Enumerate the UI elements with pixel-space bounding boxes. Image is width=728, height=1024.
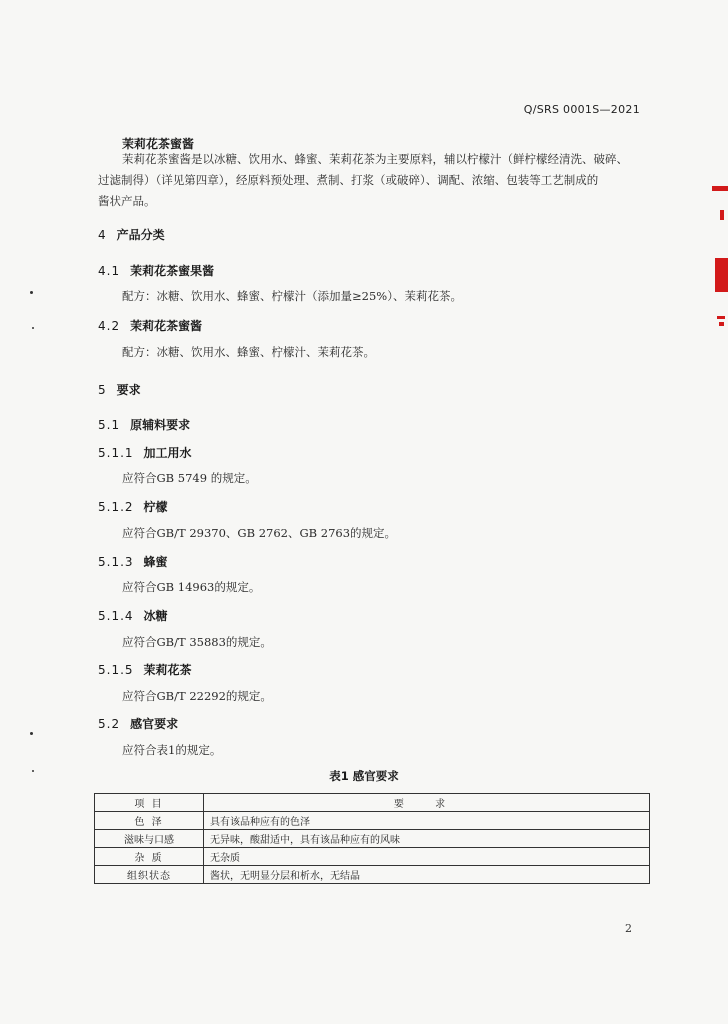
section-number: 4.1 (98, 264, 121, 278)
section-5-1-heading (98, 416, 190, 433)
scan-speck (32, 770, 34, 772)
section-title: 茉莉花茶蜜果酱 (130, 264, 215, 278)
section-5-1-3-heading (98, 553, 168, 570)
section-5-1-5-heading (98, 661, 192, 678)
scan-speck (32, 327, 34, 329)
definition-term: 茉莉花茶蜜酱 (122, 137, 195, 151)
section-title: 原辅料要求 (130, 418, 191, 432)
row-item: 杂 质 (95, 848, 204, 866)
scan-speck (30, 732, 33, 735)
seal-fragment (717, 316, 725, 319)
table-row (95, 866, 650, 884)
section-5-1-1-body: 应符合GB 5749 的规定。 (122, 471, 257, 485)
header-requirement: 要 求 (204, 794, 650, 812)
section-title: 冰糖 (143, 609, 168, 623)
section-title: 加工用水 (143, 446, 192, 460)
row-item: 滋味与口感 (95, 830, 204, 848)
section-5-1-4-body: 应符合GB/T 35883的规定。 (122, 635, 272, 649)
section-title: 茉莉花茶 (143, 663, 192, 677)
seal-fragment (719, 322, 724, 326)
seal-fragment (715, 258, 728, 292)
row-item: 组织状态 (95, 866, 204, 884)
seal-fragment (720, 210, 724, 220)
sensory-requirements-table (94, 793, 650, 884)
table-row (95, 830, 650, 848)
row-requirement: 酱状，无明显分层和析水，无结晶 (204, 866, 650, 884)
row-requirement: 无杂质 (204, 848, 650, 866)
section-number: 5.1.1 (98, 446, 134, 460)
section-5-1-2-body: 应符合GB/T 29370、GB 2762、GB 2763的规定。 (122, 526, 397, 540)
section-number: 4.2 (98, 319, 121, 333)
section-4-2-body: 配方：冰糖、饮用水、蜂蜜、柠檬汁、茉莉花茶。 (122, 345, 375, 359)
page-number: 2 (625, 922, 632, 935)
table-row (95, 812, 650, 830)
section-5-2-heading (98, 715, 178, 732)
section-5-heading (98, 381, 141, 398)
section-5-1-5-body: 应符合GB/T 22292的规定。 (122, 689, 272, 703)
section-title: 要求 (116, 383, 141, 397)
standard-code: Q/SRS 0001S—2021 (523, 103, 640, 116)
table-row (95, 848, 650, 866)
header-item: 项 目 (95, 794, 204, 812)
section-title: 茉莉花茶蜜酱 (130, 319, 203, 333)
table-1-title: 表1 感官要求 (329, 769, 399, 783)
scan-speck (30, 291, 33, 294)
definition-line-3: 酱状产品。 (98, 194, 156, 208)
section-number: 5 (98, 383, 107, 397)
section-title: 蜂蜜 (143, 555, 168, 569)
section-number: 5.1.5 (98, 663, 134, 677)
table-header-row (95, 794, 650, 812)
section-title: 产品分类 (116, 228, 165, 242)
section-number: 5.1.4 (98, 609, 134, 623)
row-item: 色 泽 (95, 812, 204, 830)
row-requirement: 无异味，酸甜适中，具有该品种应有的风味 (204, 830, 650, 848)
section-title: 柠檬 (143, 500, 168, 514)
section-5-1-4-heading (98, 607, 168, 624)
section-number: 5.2 (98, 717, 121, 731)
section-5-2-body: 应符合表1的规定。 (122, 743, 222, 757)
definition-line-2: 过滤制得）（详见第四章），经原料预处理、煮制、打浆（或破碎）、调配、浓缩、包装等工艺制成的 (98, 173, 599, 187)
section-number: 5.1.2 (98, 500, 134, 514)
section-4-2-heading (98, 317, 202, 334)
section-4-1-heading (98, 262, 214, 279)
section-4-heading (98, 226, 165, 243)
section-5-1-2-heading (98, 498, 168, 515)
section-4-1-body: 配方：冰糖、饮用水、蜂蜜、柠檬汁（添加量≥25%）、茉莉花茶。 (122, 289, 462, 303)
seal-fragment (712, 186, 728, 191)
section-number: 5.1.3 (98, 555, 134, 569)
row-requirement: 具有该品种应有的色泽 (204, 812, 650, 830)
definition-line-1: 茉莉花茶蜜酱是以冰糖、饮用水、蜂蜜、茉莉花茶为主要原料，辅以柠檬汁（鲜柠檬经清洗、破碎、 (122, 152, 628, 166)
section-5-1-3-body: 应符合GB 14963的规定。 (122, 580, 261, 594)
section-number: 4 (98, 228, 107, 242)
section-5-1-1-heading (98, 444, 192, 461)
section-number: 5.1 (98, 418, 121, 432)
section-title: 感官要求 (130, 717, 179, 731)
